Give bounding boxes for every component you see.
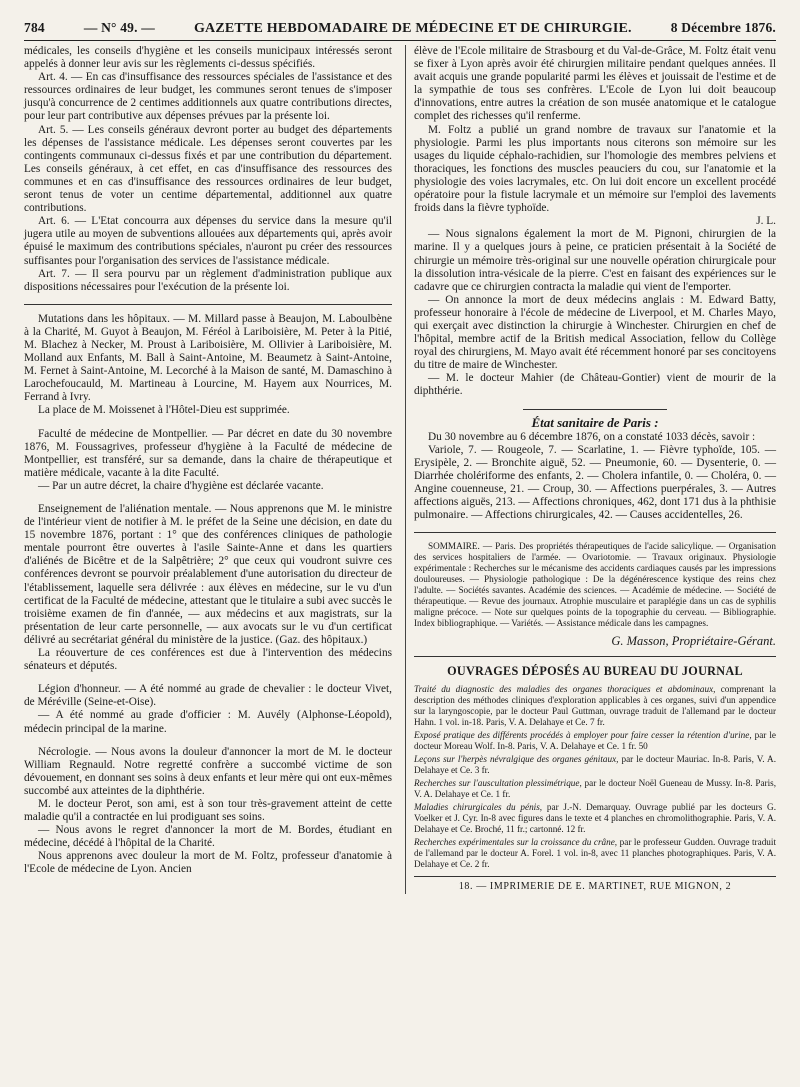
- faculte-note: — Par un autre décret, la chaire d'hygiène est déclarée vacante.: [38, 479, 324, 492]
- ouvrage-title: Traité du diagnostic des maladies des organes thoraciques et abdominaux,: [414, 684, 721, 695]
- etat-sanitaire-list: Variole, 7. — Rougeole, 7. — Scarlatine, 1. — Fièvre typhoïde, 105. — Erysipèle, 2. — Bronchite aiguë, 52. — Pneumonie, 60. — Dysenterie, 0. — Diarrhée cholériforme des enfants, 2. — Cholera infantile, 0. — Choléra, 0. — Angine couenneuse, 21. — Croup, 30. — Affections puerpérales, 3. — Autres affections aiguës, 213. — Affections chroniques, 462, dont 171 dus à la phthisie pulmonaire. — Affections chirurgicales, 42. — Causes accidentelles, 26.: [414, 443, 776, 522]
- running-header: [24, 20, 776, 41]
- paragraph: médicales, les conseils d'hygiène et les conseils municipaux intéressés seront appelés à donner leur avis sur les règlements ci-dessus spécifiés.: [24, 45, 392, 71]
- issue-date: 8 Décembre 1876.: [670, 20, 776, 35]
- divider: [24, 304, 392, 305]
- ouvrage-price: 12 fr.: [565, 824, 586, 835]
- necrologie-bordes: — Nous avons le regret d'annoncer la mort de M. Bordes, étudiant en médecine, décédé à l'hôpital de la Charité.: [24, 824, 392, 850]
- ouvrage-details: par J.-N. Demarquay. Ouvrage publié par les docteurs G. Voelker et J. Cyr. In-8 avec figures dans le texte et 4 planches en chromolithographie. Paris, V. A. Delahaye et Ce. Broché, 11 fr.; cartonné.: [414, 802, 776, 835]
- necrologie: Nécrologie. — Nous avons la douleur d'annoncer la mort de M. le docteur William Regnauld. Notre regretté confrère a succombé victime de son dévouement, en donnant ses soins à deux enfants et leur mère qui ont eux-mêmes succombé aux atteintes de la diphthérie.: [24, 745, 392, 797]
- ouvrage-price: 7 fr.: [589, 717, 605, 728]
- ouvrage-title: Recherches sur l'auscultation plessimétrique,: [414, 778, 585, 789]
- ouvrage-entry: [414, 754, 776, 776]
- ouvrage-details: par le professeur Gudden. Ouvrage traduit de l'allemand par le docteur A. Forel. 1 vol. in-8, avec 11 planches photographiques. Paris, V. A. Delahaye et Ce.: [414, 837, 776, 870]
- ouvrage-details: comprenant la description des méthodes cliniques d'exploration applicables à ces organes, suivi d'un appendice sur la laryngoscopie, par le docteur Paul Guttman, ouvrage traduit de l'allemand par le docteur Hahn. 1 vol. in-18. Paris, V. A. Delahaye et Ce.: [414, 684, 776, 728]
- ouvrage-details: par le docteur Mauriac. In-8. Paris, V. A. Delahaye et Ce.: [414, 754, 776, 776]
- ouvrage-price: 1 fr. 50: [621, 741, 648, 752]
- enseignement-alienation: Enseignement de l'aliénation mentale. — Nous apprenons que M. le ministre de l'intérieur vient de notifier à M. le préfet de la Seine une décision, en date du 15 novembre 1876, portant : 1° que des conférences cliniques de pathologie mentale pourront être ouvertes à l'asile Sainte-Anne et dans les quartiers d'aliénés de Bicêtre et de la Salpêtrière; 2° que ceux qui voudront suivre ces conférences devront se pourvoir préalablement d'une autorisation du directeur de l'établissement, laquelle sera délivrée : aux élèves en médecine, sur le vu d'un certificat de la Faculté de médecine, attestant que le titulaire a subi avec succès le troisième examen de fin d'année, — aux médecins et aux magistrats, sur la présentation de leur carte personnelle, — aux avocats sur le vu d'un certificat délivré au secrétariat général du ministère de la justice. (Gaz. des hôpitaux.): [24, 503, 392, 646]
- ouvrage-price: 2 fr.: [474, 859, 490, 870]
- divider: [414, 532, 776, 533]
- ouvrages-list: [414, 684, 776, 870]
- necrologie-foltz: Nous apprenons avec douleur la mort de M. Foltz, professeur d'anatomie à l'Ecole de médecine de Lyon. Ancien: [24, 850, 392, 876]
- right-column: [405, 45, 776, 894]
- author-initials: J. L.: [756, 215, 776, 228]
- publisher-signature: G. Masson, Propriétaire-Gérant.: [611, 634, 776, 649]
- divider: [414, 656, 776, 657]
- ouvrages-title: OUVRAGES DÉPOSÉS AU BUREAU DU JOURNAL: [447, 664, 743, 679]
- anglais-notice: — On annonce la mort de deux médecins anglais : M. Edward Batty, professeur honoraire à l'école de médecine de Liverpool, et M. Charles Mayo, qui exerçait avec distinction la chirurgie à Winchester. Chirurgien en chef de l'hôpital, membre actif de la British medical Association, fellow du Collège royal des chirurgiens, M. Mayo avait été récemment honoré par ses concitoyens du titre de maire de Winchester.: [414, 293, 776, 372]
- article-6: Art. 6. — L'Etat concourra aux dépenses du service dans la mesure qu'il jugera utile au moyen de subventions allouées aux départements qui, après avoir épuisé le maximum des contributions spéciales, n'auront pu créer des ressources suffisantes pour l'organisation des services de l'assistance médicale.: [24, 215, 392, 267]
- left-column: [24, 45, 392, 894]
- article-4: Art. 4. — En cas d'insuffisance des ressources spéciales de l'assistance et des ressources ordinaires de leur budget, les communes seront tenues de s'imposer jusqu'à concurrence de 2 centimes additionnels aux quatre contributions directes, pour leur part contributive aux dépenses prévues par la présente loi.: [24, 71, 392, 123]
- mahier-notice: — M. le docteur Mahier (de Château-Gontier) vient de mourir de la diphthérie.: [414, 372, 776, 398]
- sommaire: SOMMAIRE. — Paris. Des propriétés thérapeutiques de l'acide salicylique. — Organisation des services hospitaliers de l'armée. — Ovariotomie. — Travaux originaux. Physiologie expérimentale : Recherches sur le mécanisme des accidents cardiaques causés par les impressions douloureuses. — Physiologie pathologique : De la dégénérescence kystique des reins chez l'adulte. — Sociétés savantes. Académie des sciences. — Académie de médecine. — Société de thérapeutique. — Revue des journaux. Atrophie musculaire et paraplégie dans un cas de syphilis maligne précoce. — Note sur quelques points de la topographie du cerveau. — Bibliographie. Index bibliographique. — Variétés. — Assistance médicale dans les campagnes.: [414, 541, 776, 629]
- etat-sanitaire-title: État sanitaire de Paris :: [531, 414, 659, 430]
- ouvrage-title: Maladies chirurgicales du pénis,: [414, 802, 547, 813]
- ouvrage-entry: [414, 730, 776, 752]
- page: [24, 20, 776, 1075]
- ouvrage-entry: [414, 802, 776, 835]
- ouvrage-details: par le docteur Moreau Wolf. In-8. Paris, V. A. Delahaye et Ce.: [414, 730, 776, 752]
- ouvrage-price: 1 fr.: [495, 789, 511, 800]
- etat-sanitaire-intro: Du 30 novembre au 6 décembre 1876, on a constaté 1033 décès, savoir :: [428, 430, 756, 443]
- article-5: Art. 5. — Les conseils généraux devront porter au budget des départements les dépenses de l'assistance médicale. Les dépenses seront couvertes par les contingents communaux ci-dessus fixés et par une contribution du département. Les conseils généraux, à cet effet, en cas d'insuffisance des ressources des communes et en cas d'insuffisance des ressources ordinaires de leur budget, seront tenus de voter un centime départemental, additionnel aux quatre contributions.: [24, 123, 392, 215]
- pignoni-notice: — Nous signalons également la mort de M. Pignoni, chirurgien de la marine. Il y a quelques jours à peine, ce praticien présentait à la Société de chirurgie un mémoire très-original sur une nouvelle opération chirurgicale pour la dissolution intra-vésicale de la pierre. C'est en faisant des expériences sur le cadavre que ce chirurgien contracta la maladie qui vient de l'emporter.: [414, 228, 776, 293]
- columns: [24, 45, 776, 894]
- ouvrage-title: Recherches expérimentales sur la croissance du crâne,: [414, 837, 620, 848]
- ouvrage-title: Leçons sur l'herpès névralgique des organes génitaux,: [414, 754, 622, 765]
- article-7: Art. 7. — Il sera pourvu par un règlement d'administration publique aux dispositions nécessaires pour l'exécution de la présente loi.: [24, 267, 392, 293]
- mutations-note: La place de M. Moissenet à l'Hôtel-Dieu est supprimée.: [38, 404, 290, 417]
- issue-number: — N° 49. —: [83, 20, 155, 35]
- printer-footer: 18. — IMPRIMERIE DE E. MARTINET, RUE MIGNON, 2: [414, 876, 776, 893]
- ouvrage-details: par le docteur Noël Gueneau de Mussy. In-8. Paris, V. A. Delahaye et Ce.: [414, 778, 777, 800]
- ouvrage-entry: [414, 837, 776, 870]
- ouvrage-price: 3 fr.: [474, 765, 490, 776]
- ouvrage-entry: [414, 684, 776, 728]
- foltz-continued: élève de l'Ecole militaire de Strasbourg et du Val-de-Grâce, M. Foltz était venu se fixer à Lyon après avoir été chirurgien militaire pendant quelques années. Il avait acquis une grande popularité parmi les élèves et jouissait de l'estime et de la sympathie de tous ses confrères. L'Ecole de Lyon lui doit beaucoup d'innovations, entre autres la création de son musée anatomique et le catalogue complet des richesses qu'il renferme.: [414, 45, 776, 123]
- ouvrage-entry: [414, 778, 776, 800]
- necrologie-perot: M. le docteur Perot, son ami, est à son tour très-gravement atteint de cette maladie qu'il a contractée en lui prodiguant ses soins.: [24, 797, 392, 824]
- legion-honneur: Légion d'honneur. — A été nommé au grade de chevalier : le docteur Vivet, de Méréville (Seine-et-Oise).: [24, 683, 392, 709]
- ouvrage-title: Exposé pratique des différents procédés à employer pour faire cesser la rétention d'urine,: [414, 730, 755, 741]
- page-number: 784: [24, 20, 45, 35]
- mutations-hopitaux: Mutations dans les hôpitaux. — M. Millard passe à Beaujon, M. Laboulbène à la Charité, M. Guyot à Beaujon, M. Féréol à Lariboisière, M. Peter à la Pitié, M. Blachez à Necker, M. Proust à Lariboisière, M. Ollivier à Lariboisière, M. Molland aux Enfants, M. Ball à Saint-Antoine, M. Beaumetz à Saint-Antoine, M. Fernet à Saint-Antoine, M. Lecorché à la Maison de santé, M. Damaschino à Larochefoucauld, M. Martineau à Lourcine, M. Hayem aux Nourrices, M. Ferrand à Ivry.: [24, 312, 392, 404]
- journal-title: GAZETTE HEBDOMADAIRE DE MÉDECINE ET DE CHIRURGIE.: [193, 21, 632, 36]
- faculte-montpellier: Faculté de médecine de Montpellier. — Par décret en date du 30 novembre 1876, M. Foussagrives, professeur d'hygiène à la Faculté de médecine de Montpellier, est transféré, sur sa demande, dans la chaire de thérapeutique et matière médicale, vacante à la dite Faculté.: [24, 427, 392, 479]
- divider: [523, 409, 668, 410]
- foltz-travaux: M. Foltz a publié un grand nombre de travaux sur l'anatomie et la physiologie. Parmi les plus importants nous citerons son mémoire sur les usages du liquide céphalo-rachidien, sur l'homologie des membres pelviens et thoraciques, les fonctions des muscles peauciers du cou, sur l'anatomie et la physiologie des voies lacrymales, etc. On lui doit encore un excellent procédé opératoire pour la fistule lacrymale et un mémoire sur l'emploi des lavements froids dans la fièvre typhoïde.: [414, 123, 776, 215]
- enseignement-note: La réouverture de ces conférences est due à l'intervention des médecins sénateurs et députés.: [24, 647, 392, 673]
- legion-officier: — A été nommé au grade d'officier : M. Auvély (Alphonse-Léopold), médecin principal de la marine.: [24, 709, 392, 735]
